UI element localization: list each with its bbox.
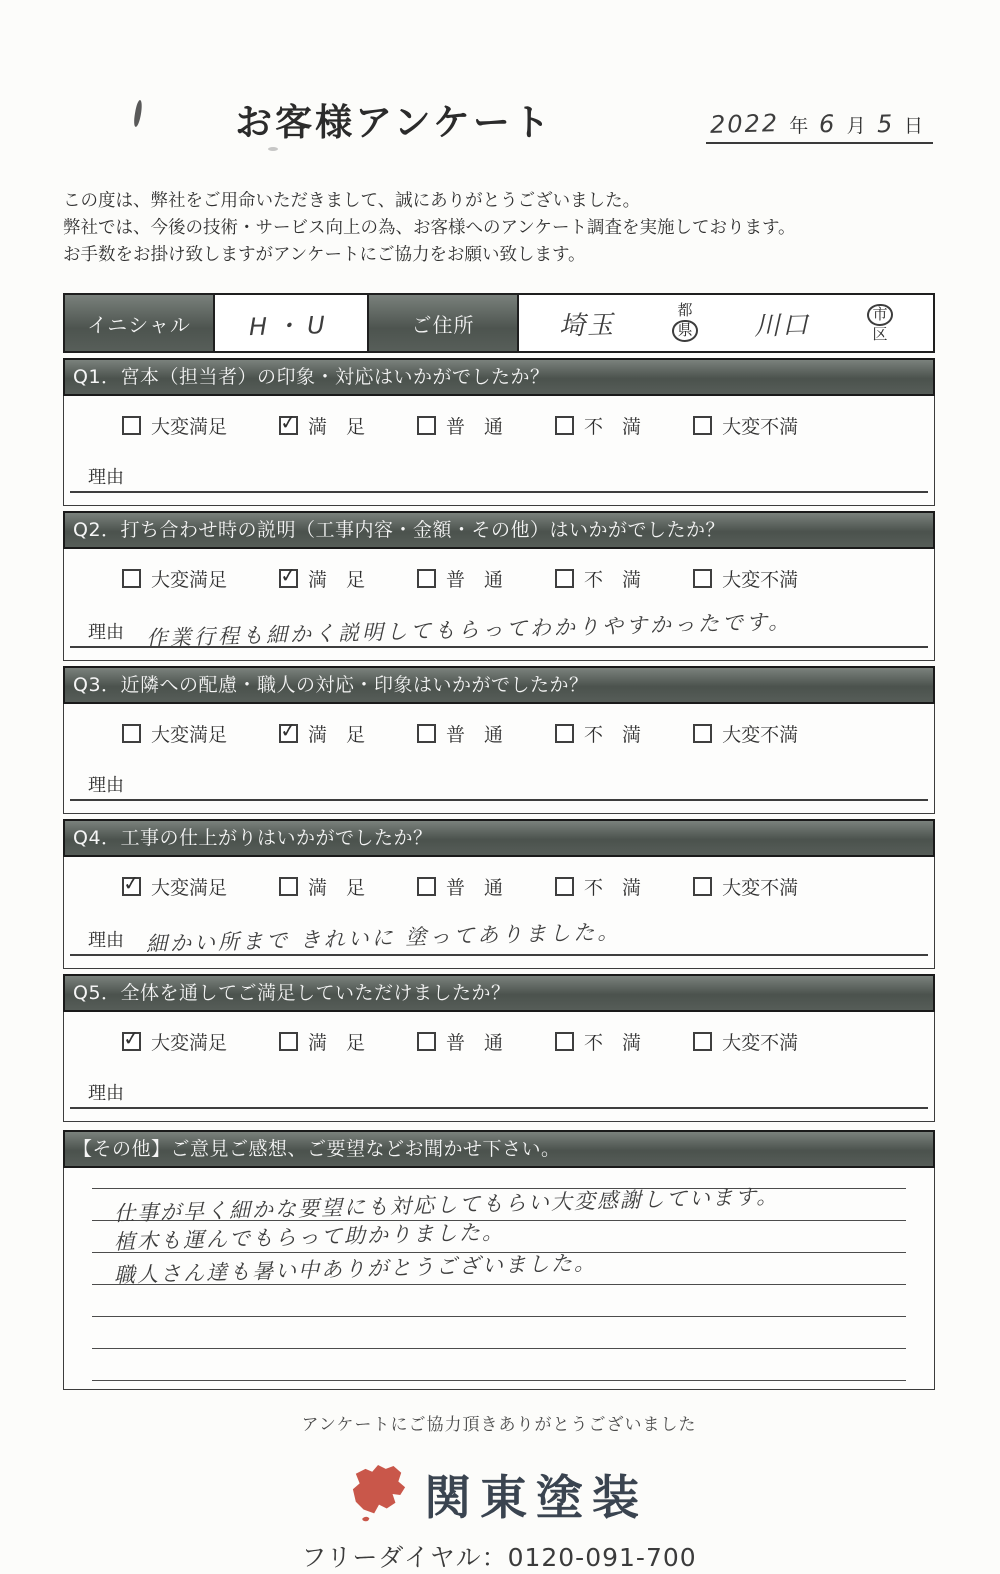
respondent-info-table xyxy=(63,293,935,353)
checkbox-neutral[interactable] xyxy=(417,877,436,896)
ruled-line xyxy=(92,1317,906,1349)
reason-handwritten: 作業行程も細かく説明してもらってわかりやすかったです。 xyxy=(145,609,793,651)
checkbox-neutral[interactable] xyxy=(417,1032,436,1051)
option-very-dissatisfied: 大変不満 xyxy=(693,565,798,592)
initial-value-field[interactable] xyxy=(215,295,369,351)
reason-label: 理由 xyxy=(88,775,124,796)
checkbox-dissatisfied[interactable] xyxy=(555,1032,574,1051)
reason-label: 理由 xyxy=(88,1083,124,1104)
question-body xyxy=(63,549,935,661)
checkbox-dissatisfied[interactable] xyxy=(555,724,574,743)
page-title: お客様アンケート xyxy=(235,101,553,144)
option-satisfied: 満 足 xyxy=(279,873,365,900)
other-section xyxy=(63,1130,935,1390)
intro-line-2: 弊社では、今後の技術・サービス向上の為、お客様へのアンケート調査を実施しております。 xyxy=(63,218,796,238)
title-row xyxy=(63,92,935,154)
reason-row xyxy=(70,919,928,957)
ruled-line xyxy=(92,1250,906,1288)
reason-row xyxy=(70,1077,928,1109)
reason-label: 理由 xyxy=(88,467,124,488)
checkbox-neutral[interactable] xyxy=(417,569,436,588)
option-very-satisfied: 大変満足 xyxy=(122,412,227,439)
option-very-dissatisfied: 大変不満 xyxy=(693,720,798,747)
other-header: 【その他】ご意見ご感想、ご要望などお聞かせ下さい。 xyxy=(63,1130,935,1168)
question-block-q5 xyxy=(63,974,935,1122)
option-dissatisfied: 不 満 xyxy=(555,412,641,439)
phone-number: フリーダイヤル：0120-091-700 xyxy=(301,1543,697,1572)
option-satisfied: 満 足 xyxy=(279,1028,365,1055)
question-body xyxy=(63,857,935,969)
question-block-q1 xyxy=(63,358,935,506)
to-label: 都 xyxy=(677,301,693,320)
question-body xyxy=(63,1012,935,1122)
checkbox-satisfied[interactable] xyxy=(278,717,298,743)
option-satisfied: ✓ 満 足 xyxy=(278,409,366,438)
option-very-dissatisfied: 大変不満 xyxy=(693,873,798,900)
options-row xyxy=(64,562,934,592)
checkbox-dissatisfied[interactable] xyxy=(555,877,574,896)
comment-handwritten-1: 仕事が早く細かな要望にも対応してもらい大変感謝しています。 xyxy=(113,1184,780,1226)
option-satisfied: ✓ 満 足 xyxy=(278,717,366,746)
intro-line-1: この度は、弊社をご用命いただきまして、誠にありがとうございました。 xyxy=(63,191,641,211)
check-mark: ✓ xyxy=(278,562,298,588)
ruled-line xyxy=(92,1349,906,1381)
reason-row xyxy=(70,609,928,651)
checkbox-very-satisfied[interactable] xyxy=(121,870,141,896)
day-label: 日 xyxy=(903,115,923,137)
question-body xyxy=(63,704,935,814)
initial-handwritten: H・U xyxy=(248,310,334,341)
check-mark: ✓ xyxy=(121,1025,141,1051)
question-header: Q5．全体を通してご満足していただけましたか？ xyxy=(63,974,935,1012)
month-label: 月 xyxy=(846,115,866,137)
comments-area[interactable] xyxy=(63,1168,935,1390)
option-neutral: 普 通 xyxy=(417,412,503,439)
reason-row xyxy=(70,769,928,801)
kanto-map-icon xyxy=(350,1462,408,1528)
checkbox-very-dissatisfied[interactable] xyxy=(693,724,712,743)
question-header: Q2．打ち合わせ時の説明（工事内容・金額・その他）はいかがでしたか？ xyxy=(63,511,935,549)
options-row xyxy=(64,870,934,900)
checkbox-dissatisfied[interactable] xyxy=(555,569,574,588)
reason-label: 理由 xyxy=(88,622,124,643)
question-header: Q3．近隣への配慮・職人の対応・印象はいかがでしたか？ xyxy=(63,666,935,704)
checkbox-very-dissatisfied[interactable] xyxy=(693,569,712,588)
check-mark: ✓ xyxy=(121,870,141,896)
checkbox-very-satisfied[interactable] xyxy=(121,1025,141,1051)
intro-line-3: お手数をお掛け致しますがアンケートにご協力をお願い致します。 xyxy=(63,245,586,265)
question-body xyxy=(63,396,935,506)
date-year-handwritten: 2022 xyxy=(709,109,780,139)
checkbox-very-dissatisfied[interactable] xyxy=(693,1032,712,1051)
reason-label: 理由 xyxy=(88,930,124,951)
checkbox-very-dissatisfied[interactable] xyxy=(693,416,712,435)
date-field xyxy=(706,110,933,144)
intro-paragraph xyxy=(63,188,935,269)
option-dissatisfied: 不 満 xyxy=(555,720,641,747)
ruled-line xyxy=(92,1285,906,1317)
option-neutral: 普 通 xyxy=(417,720,503,747)
question-header: Q1．宮本（担当者）の印象・対応はいかがでしたか？ xyxy=(63,358,935,396)
reason-line[interactable] xyxy=(124,778,928,797)
reason-line[interactable] xyxy=(124,919,928,957)
company-name: 関東塗装 xyxy=(424,1471,648,1526)
check-mark: ✓ xyxy=(278,409,298,435)
checkbox-very-satisfied[interactable] xyxy=(122,416,141,435)
checkbox-very-satisfied[interactable] xyxy=(122,569,141,588)
reason-line[interactable] xyxy=(124,609,928,651)
options-row xyxy=(64,409,934,439)
checkbox-neutral[interactable] xyxy=(417,724,436,743)
option-very-satisfied: ✓ 大変満足 xyxy=(121,870,228,899)
option-dissatisfied: 不 満 xyxy=(555,1028,641,1055)
year-label: 年 xyxy=(789,115,809,137)
checkbox-satisfied[interactable] xyxy=(279,877,298,896)
option-neutral: 普 通 xyxy=(417,1028,503,1055)
checkbox-dissatisfied[interactable] xyxy=(555,416,574,435)
option-satisfied: ✓ 満 足 xyxy=(278,562,366,591)
initial-label: イニシャル xyxy=(65,295,215,351)
option-very-dissatisfied: 大変不満 xyxy=(693,1028,798,1055)
ken-label-circled: 県 xyxy=(672,320,697,342)
comment-handwritten-2: 植木も運んでもらって助かりました。 xyxy=(113,1219,506,1255)
reason-line[interactable] xyxy=(124,470,928,489)
option-very-satisfied: 大変満足 xyxy=(122,720,227,747)
prefecture-suffix-options xyxy=(672,303,697,343)
option-neutral: 普 通 xyxy=(417,873,503,900)
comment-handwritten-3: 職人さん達も暑い中ありがとうございました。 xyxy=(113,1250,598,1288)
option-very-satisfied: 大変満足 xyxy=(122,565,227,592)
options-row xyxy=(64,1025,934,1055)
address-label: ご住所 xyxy=(369,295,519,351)
option-neutral: 普 通 xyxy=(417,565,503,592)
shi-label-circled: 市 xyxy=(867,304,892,326)
option-very-dissatisfied: 大変不満 xyxy=(693,412,798,439)
checkbox-satisfied[interactable] xyxy=(278,562,298,588)
reason-row xyxy=(70,461,928,493)
option-dissatisfied: 不 満 xyxy=(555,565,641,592)
thanks-message: アンケートにご協力頂きありがとうございました xyxy=(301,1415,697,1435)
question-block-q4 xyxy=(63,819,935,969)
date-day-handwritten: 5 xyxy=(876,109,895,139)
city-suffix-options xyxy=(867,303,892,343)
option-very-satisfied: ✓ 大変満足 xyxy=(121,1025,228,1054)
checkbox-satisfied[interactable] xyxy=(278,409,298,435)
survey-page xyxy=(63,0,935,1574)
question-block-q3 xyxy=(63,666,935,814)
ku-label: 区 xyxy=(872,325,888,343)
ruled-line xyxy=(92,1221,906,1253)
checkbox-very-dissatisfied[interactable] xyxy=(693,877,712,896)
checkbox-very-satisfied[interactable] xyxy=(122,724,141,743)
question-block-q2 xyxy=(63,511,935,661)
reason-line[interactable] xyxy=(124,1086,928,1105)
reason-handwritten: 細かい所まで きれいに 塗ってありました。 xyxy=(145,919,622,957)
option-dissatisfied: 不 満 xyxy=(555,873,641,900)
question-header: Q4．工事の仕上がりはいかがでしたか？ xyxy=(63,819,935,857)
address-value-field[interactable] xyxy=(519,295,933,351)
address-prefecture-handwritten: 埼玉 xyxy=(559,309,616,342)
address-city-handwritten: 川口 xyxy=(754,309,811,342)
checkbox-neutral[interactable] xyxy=(417,416,436,435)
options-row xyxy=(64,717,934,747)
check-mark: ✓ xyxy=(278,717,298,743)
checkbox-satisfied[interactable] xyxy=(279,1032,298,1051)
company-logo xyxy=(63,1461,935,1528)
date-month-handwritten: 6 xyxy=(818,109,837,139)
scan-artifact-small xyxy=(268,147,278,151)
